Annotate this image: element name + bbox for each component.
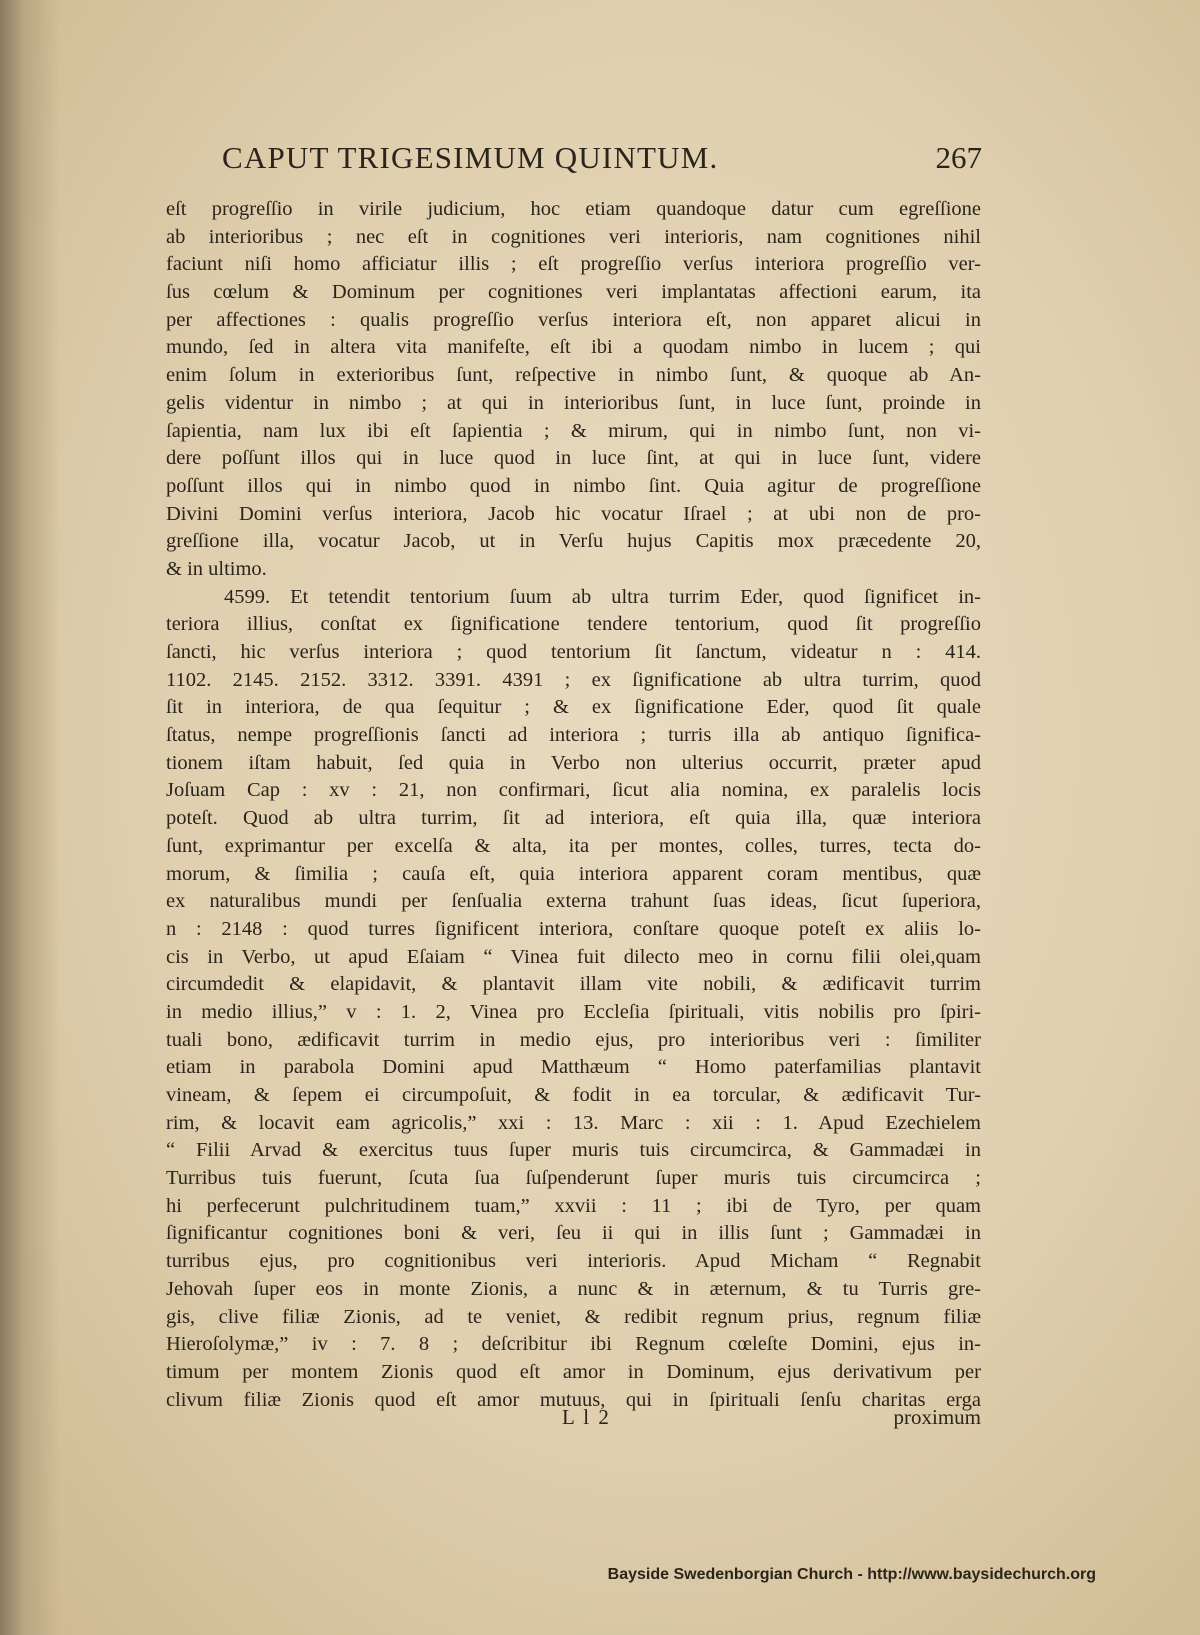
text-line: ſtatus, nempe progreſſionis ſancti ad interiora ; turris illa ab antiquo ſignifica- xyxy=(166,724,981,747)
text-line: vineam, & ſepem ei circumpoſuit, & fodit in ea torcular, & ædificavit Tur- xyxy=(166,1084,981,1106)
text-line: morum, & ſimilia ; cauſa eſt, quia interiora apparent coram mentibus, quæ xyxy=(166,862,981,885)
text-line: mundo, ſed in altera vita manifeſte, eſt ibi a quodam nimbo in lucem ; qui xyxy=(166,336,981,359)
text-line: enim ſolum in exterioribus ſunt, reſpective in nimbo ſunt, & quoque ab An- xyxy=(166,364,981,387)
text-line: tionem iſtam habuit, ſed quia in Verbo non ulterius occurrit, præter apud xyxy=(166,751,981,774)
watermark-text: Bayside Swedenborgian Church - http://www.baysidechurch.org xyxy=(607,1566,1096,1583)
text-line: Divini Domini verſus interiora, Jacob hic vocatur Iſrael ; at ubi non de pro- xyxy=(166,502,981,525)
text-line: clivum filiæ Zionis quod eſt amor mutuus, qui in ſpirituali ſenſu charitas erga xyxy=(166,1388,981,1411)
text-line: in medio illius,” v : 1. 2, Vinea pro Eccleſia ſpirituali, vitis nobilis pro ſpiri- xyxy=(166,1000,981,1023)
text-line: “ Filii Arvad & exercitus tuus ſuper muris tuis circumcirca, & Gammadæi in xyxy=(166,1139,981,1162)
text-line: n : 2148 : quod turres ſignificent interiora, conſtare quoque poteſt ex aliis lo- xyxy=(166,917,981,940)
text-line: poteſt. Quod ab ultra turrim, ſit ad interiora, eſt quia illa, quæ interiora xyxy=(166,807,981,830)
text-line: eſt progreſſio in virile judicium, hoc etiam quandoque datur cum egreſſione xyxy=(166,198,981,220)
page-footer xyxy=(166,1405,981,1435)
text-line: ſignificantur cognitiones boni & veri, ſeu ii qui in illis ſunt ; Gammadæi in xyxy=(166,1222,981,1245)
text-line: ſus cœlum & Dominum per cognitiones veri implantatas affectioni earum, ita xyxy=(166,281,981,304)
catchword: proximum xyxy=(893,1405,981,1429)
text-line: ſit in interiora, de qua ſequitur ; & ex ſignificatione Eder, quod ſit quale xyxy=(166,696,981,719)
text-line: etiam in parabola Domini apud Matthæum “ Homo paterfamilias plantavit xyxy=(166,1056,981,1079)
text-line: circumdedit & elapidavit, & plantavit illam vite nobili, & ædificavit turrim xyxy=(166,973,981,996)
text-line: teriora illius, conſtat ex ſignificatione tendere tentorium, quod ſit progreſſio xyxy=(166,613,981,636)
text-line: Turribus tuis fuerunt, ſcuta ſua ſuſpenderunt ſuper muris tuis circumcirca ; xyxy=(166,1167,981,1190)
text-line: ſapientia, nam lux ibi eſt ſapientia ; & mirum, qui in nimbo ſunt, non vi- xyxy=(166,419,981,442)
text-line: ſancti, hic verſus interiora ; quod tentorium ſit ſanctum, videatur n : 414. xyxy=(166,641,981,663)
text-line: poſſunt illos qui in nimbo quod in nimbo ſint. Quia agitur de progreſſione xyxy=(166,474,981,497)
text-line: greſſione illa, vocatur Jacob, ut in Verſu hujus Capitis mox præcedente 20, xyxy=(166,530,981,553)
text-line: ſunt, exprimantur per excelſa & alta, ita per montes, colles, turres, tecta do- xyxy=(166,834,981,857)
text-line: per affectiones : qualis progreſſio verſus interiora eſt, non apparet alicui in xyxy=(166,308,981,331)
signature-mark: L l 2 xyxy=(562,1405,611,1429)
text-line: Hieroſolymæ,” iv : 7. 8 ; deſcribitur ibi Regnum cœleſte Domini, ejus in- xyxy=(166,1333,981,1356)
text-line: tuali bono, ædificavit turrim in medio ejus, pro interioribus veri : ſimiliter xyxy=(166,1028,981,1051)
text-line: ex naturalibus mundi per ſenſualia externa trahunt ſuas ideas, ſicut ſuperiora, xyxy=(166,890,981,913)
text-line: gelis videntur in nimbo ; at qui in interioribus ſunt, in luce ſunt, proinde in xyxy=(166,391,981,414)
paragraph-start-line: 4599. Et tetendit tentorium ſuum ab ultra turrim Eder, quod ſignificet in- xyxy=(224,585,981,608)
text-line: Joſuam Cap : xv : 21, non confirmari, ſicut alia nomina, ex paralelis locis xyxy=(166,779,981,802)
text-block xyxy=(166,196,981,1414)
text-line: hi perfecerunt pulchritudinem tuam,” xxvii : 11 ; ibi de Tyro, per quam xyxy=(166,1194,981,1217)
text-line: turribus ejus, pro cognitionibus veri interioris. Apud Micham “ Regnabit xyxy=(166,1250,981,1273)
text-line: dere poſſunt illos qui in luce quod in luce ſint, at qui in luce ſunt, videre xyxy=(166,447,981,470)
text-line: rim, & locavit eam agricolis,” xxi : 13. Marc : xii : 1. Apud Ezechielem xyxy=(166,1111,981,1134)
text-line: 1102. 2145. 2152. 3312. 3391. 4391 ; ex ſignificatione ab ultra turrim, quod xyxy=(166,668,981,691)
text-line: faciunt niſi homo afficiatur illis ; eſt progreſſio verſus interiora progreſſio ver- xyxy=(166,253,981,276)
page-header xyxy=(222,140,982,188)
page-gutter-shadow xyxy=(0,0,60,1635)
running-title: CAPUT TRIGESIMUM QUINTUM. xyxy=(222,140,719,175)
page-number: 267 xyxy=(935,140,982,175)
text-line: cis in Verbo, ut apud Eſaiam “ Vinea fuit dilecto meo in cornu filii olei,quam xyxy=(166,945,981,968)
text-line: & in ultimo. xyxy=(166,557,267,580)
text-line: Jehovah ſuper eos in monte Zionis, a nunc & in æternum, & tu Turris gre- xyxy=(166,1277,981,1300)
text-line: ab interioribus ; nec eſt in cognitiones veri interioris, nam cognitiones nihil xyxy=(166,225,981,248)
text-line: gis, clive filiæ Zionis, ad te veniet, & redibit regnum prius, regnum filiæ xyxy=(166,1305,981,1328)
text-line: timum per montem Zionis quod eſt amor in Dominum, ejus derivativum per xyxy=(166,1360,981,1383)
